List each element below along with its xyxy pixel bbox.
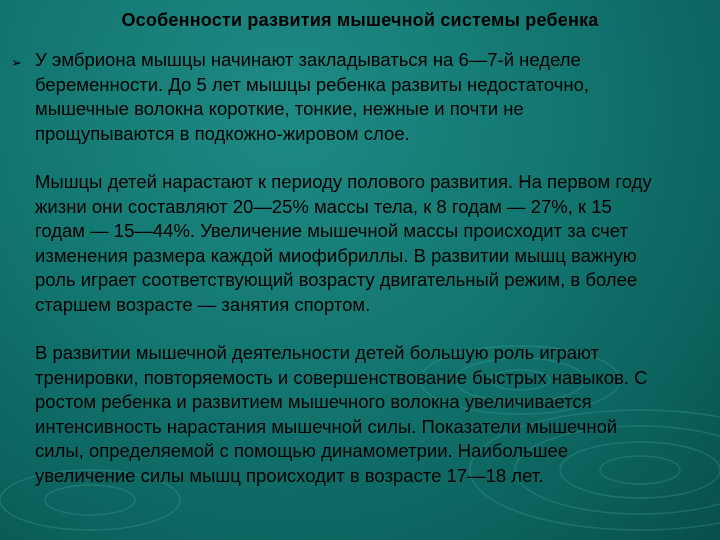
paragraph-line: тренировки, повторяемость и совершенствование быстрых навыков. С <box>35 366 648 388</box>
paragraph-embryo-development <box>35 48 703 146</box>
paragraph-line: В развитии мышечной деятельности детей большую роль играют <box>35 342 599 363</box>
paragraph-line: увеличение силы мышц происходит в возрасте 17—18 лет. <box>35 464 544 486</box>
paragraph-line: мышечные волокна короткие, тонкие, нежные и почти не <box>35 98 524 119</box>
paragraph-line: прощупываются в подкожно-жировом слое. <box>35 122 410 144</box>
paragraph-muscle-strength <box>35 341 703 488</box>
slide-title: Особенности развития мышечной системы ребенка <box>121 10 599 30</box>
paragraph-line: жизни они составляют 20—25% массы тела, к 8 годам — 27%, к 15 <box>35 195 612 217</box>
paragraph-line: У эмбриона мышцы начинают закладываться на 6—7-й неделе <box>35 49 581 70</box>
paragraph-line: роль играет соответствующий возрасту двигательный режим, в более <box>35 269 638 290</box>
paragraph-line: силы, определяемой с помощью динамометрии. Наибольшее <box>35 440 569 461</box>
paragraph-line: годам — 15—44%. Увеличение мышечной массы происходит за счет <box>35 220 628 241</box>
paragraph-line: интенсивность нарастания мышечной силы. Показатели мышечной <box>35 415 618 437</box>
paragraph-line: беременности. До 5 лет мышцы ребенка развиты недостаточно, <box>35 73 590 95</box>
paragraph-line: ростом ребенка и развитием мышечного волокна увеличивается <box>35 391 592 412</box>
paragraph-line: Мышцы детей нарастают к периоду полового развития. На первом году <box>35 171 652 192</box>
bullet-arrow-icon: ➢ <box>11 55 22 70</box>
paragraph-line: старшем возрасте — занятия спортом. <box>35 293 371 315</box>
paragraph-muscle-growth <box>35 170 703 317</box>
paragraph-line: изменения размера каждой миофибриллы. В развитии мышц важную <box>35 244 637 266</box>
